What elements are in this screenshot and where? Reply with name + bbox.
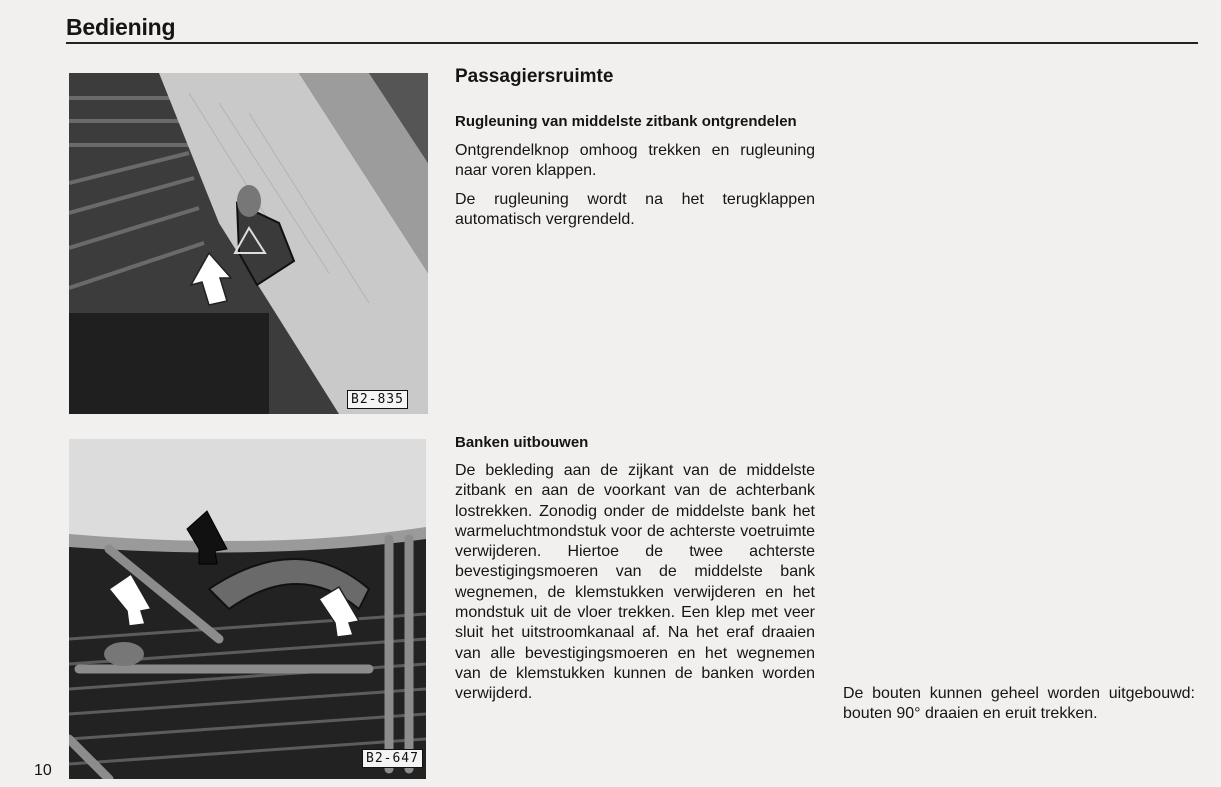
bolt-note: De bouten kunnen geheel worden uitgebouwd: bouten 90° draaien en eruit trekken.	[843, 685, 1195, 723]
figure-label: B2-835	[347, 390, 408, 409]
figure-label: B2-647	[362, 749, 423, 768]
paragraph: De rugleuning wordt na het terugklappen automatisch vergrendeld.	[455, 190, 815, 228]
photo-seat-release	[69, 73, 428, 414]
page-header: Bediening	[66, 14, 176, 40]
paragraph: De bekleding aan de zijkant van de middelste zitbank en aan de voorkant van de achterbank lostrekken. Zonodig onder de middelste bank het warmeluchtmondstuk voor de achterste voetruimte verwijderen. Hiertoe de twee achterste bevestigingsmoeren van de middelste bank wegnemen, de klemstukken verwijderen en het mondstuk uit de vloer trekken. Een klep met veer sluit het uitstroomkanaal af. Na het eraf draaien van alle bevestigingsmoeren en het wegnemen van de klemstukken kunnen de banken worden verwijderd.	[455, 462, 815, 703]
photo-seat-bolts	[69, 439, 426, 779]
header-rule	[66, 42, 1198, 44]
sub-heading: Banken uitbouwen	[455, 434, 589, 451]
paragraph: Ontgrendelknop omhoog trekken en rugleuning naar voren klappen.	[455, 142, 815, 180]
text-block-seat-release	[455, 112, 815, 230]
text-block-seat-removal	[455, 433, 815, 705]
sub-heading: Rugleuning van middelste zitbank ontgrendelen	[455, 113, 797, 130]
section-title: Passagiersruimte	[455, 66, 614, 87]
page-number: 10	[34, 762, 52, 779]
